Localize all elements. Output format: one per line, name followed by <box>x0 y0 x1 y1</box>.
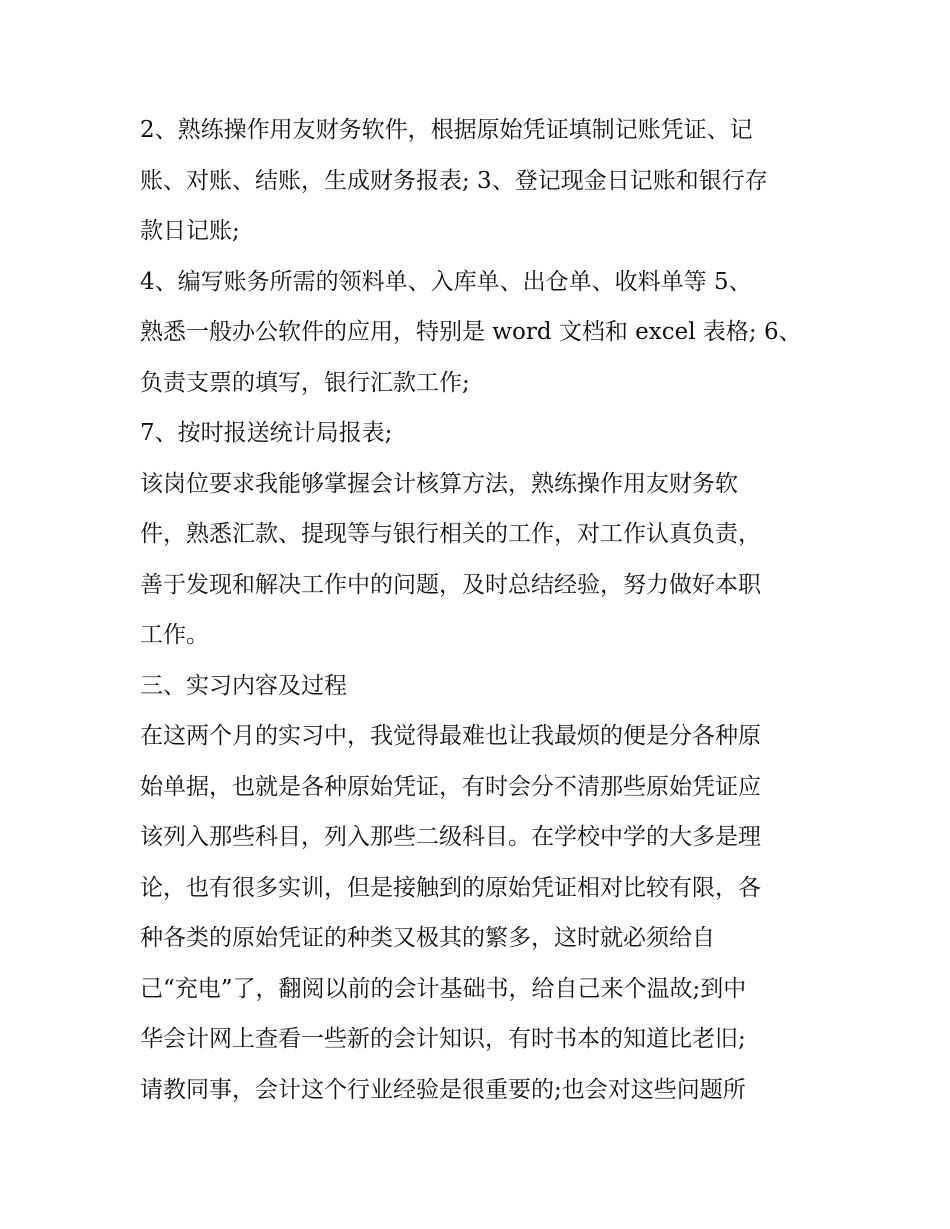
document-body <box>140 105 820 1115</box>
text-line: 款日记账; <box>140 218 240 244</box>
text-line: 善于发现和解决工作中的问题，及时总结经验，努力做好本职 <box>140 571 761 598</box>
text-line: 7、按时报送统计局报表; <box>140 420 393 446</box>
text-line: 该岗位要求我能够掌握会计核算方法，熟练操作用友财务软 <box>140 470 738 497</box>
text-line: 负责支票的填写，银行汇款工作; <box>140 369 470 396</box>
section-heading: 三、实习内容及过程 <box>140 672 347 699</box>
text-line: 工作。 <box>140 622 209 648</box>
text-line: 件，熟悉汇款、提现等与银行相关的工作，对工作认真负责， <box>140 521 761 547</box>
text-line: 己“充电”了，翻阅以前的会计基础书，给自己来个温故;到中 <box>140 975 747 1002</box>
text-line: 熟悉一般办公软件的应用，特别是 word 文档和 excel 表格; 6、 <box>140 319 802 345</box>
text-line: 2、熟练操作用友财务软件，根据原始凭证填制记账凭证、记 <box>140 117 753 143</box>
text-line: 论，也有很多实训，但是接触到的原始凭证相对比较有限，各 <box>140 874 761 901</box>
text-line: 始单据，也就是各种原始凭证，有时会分不清那些原始凭证应 <box>140 773 761 800</box>
text-line: 华会计网上查看一些新的会计知识，有时书本的知道比老旧; <box>140 1026 746 1052</box>
text-line: 4、编写账务所需的领料单、入库单、出仓单、收料单等 5、 <box>140 268 752 295</box>
text-line: 账、对账、结账，生成财务报表; 3、登记现金日记账和银行存 <box>140 167 768 194</box>
text-line: 在这两个月的实习中，我觉得最难也让我最烦的便是分各种原 <box>140 723 761 749</box>
text-line: 该列入那些科目，列入那些二级科目。在学校中学的大多是理 <box>140 824 761 850</box>
text-line: 请教同事，会计这个行业经验是很重要的;也会对这些问题所 <box>140 1076 746 1103</box>
text-line: 种各类的原始凭证的种类又极其的繁多，这时就必须给自 <box>140 925 715 951</box>
